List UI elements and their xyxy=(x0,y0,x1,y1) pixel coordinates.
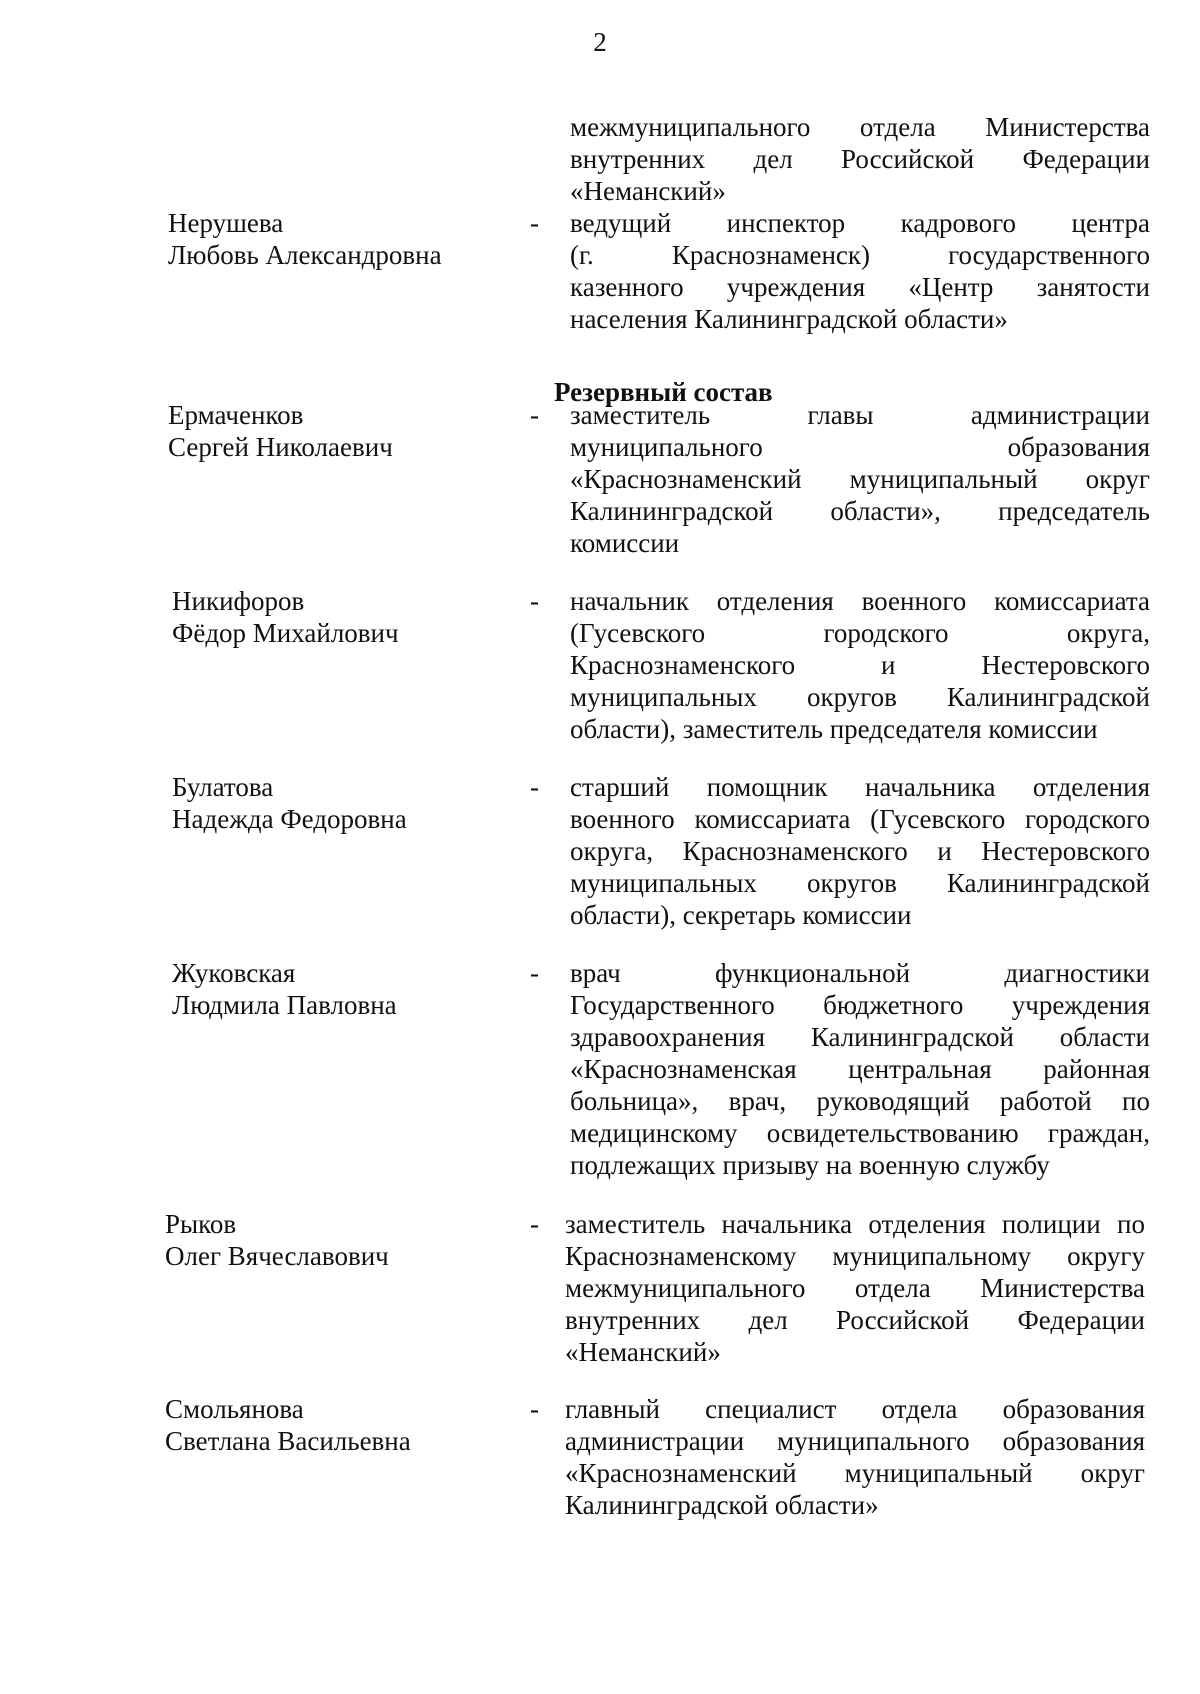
member-name xyxy=(168,399,528,463)
member-surname: Никифоров xyxy=(172,586,305,616)
member-surname: Рыков xyxy=(165,1209,237,1239)
member-position xyxy=(570,771,1150,931)
position-line: Калининградской области» xyxy=(565,1490,879,1520)
position-line: военного комиссариата (Гусевского городского xyxy=(570,804,1150,834)
page-number: 2 xyxy=(593,27,607,57)
section-heading-reserve: Резервный состав xyxy=(554,377,773,407)
continuation-line: «Неманский» xyxy=(570,176,726,206)
position-line: муниципального образования xyxy=(570,432,1150,462)
member-name xyxy=(172,585,532,649)
continuation-line: межмуниципального отдела Министерства xyxy=(570,112,1150,142)
position-line: округа, Краснознаменского и Нестеровского xyxy=(570,836,1150,866)
position-line: Краснознаменскому муниципальному округу xyxy=(565,1241,1145,1271)
position-line: «Краснознаменский муниципальный округ xyxy=(565,1458,1145,1488)
position-line: области), заместитель председателя комиссии xyxy=(570,714,1098,744)
position-line: межмуниципального отдела Министерства xyxy=(565,1273,1145,1303)
dash-separator: - xyxy=(530,400,539,430)
position-line: Калининградской области», председатель xyxy=(570,496,1150,526)
member-position xyxy=(570,957,1150,1181)
position-line: Краснознаменского и Нестеровского xyxy=(570,650,1150,680)
position-line: «Краснознаменская центральная районная xyxy=(570,1054,1150,1084)
member-surname: Булатова xyxy=(172,772,274,802)
position-line: муниципальных округов Калининградской xyxy=(570,868,1150,898)
dash-separator: - xyxy=(530,1209,539,1239)
member-surname: Смольянова xyxy=(165,1394,304,1424)
position-line: медицинскому освидетельствованию граждан, xyxy=(570,1118,1150,1148)
position-line: врач функциональной диагностики xyxy=(570,958,1150,988)
dash-separator: - xyxy=(530,772,539,802)
member-position xyxy=(570,585,1150,745)
position-line: казенного учреждения «Центр занятости xyxy=(570,272,1150,302)
dash-separator: - xyxy=(530,586,539,616)
position-line: администрации муниципального образования xyxy=(565,1426,1145,1456)
position-line: заместитель начальника отделения полиции по xyxy=(565,1209,1145,1239)
position-line: Государственного бюджетного учреждения xyxy=(570,990,1150,1020)
member-name xyxy=(172,771,532,835)
member-name xyxy=(165,1208,525,1272)
member-given-names: Надежда Федоровна xyxy=(172,804,407,834)
continuation-line: внутренних дел Российской Федерации xyxy=(570,144,1150,174)
member-position xyxy=(565,1393,1145,1521)
position-line: здравоохранения Калининградской области xyxy=(570,1022,1150,1052)
dash-separator: - xyxy=(530,958,539,988)
member-given-names: Любовь Александровна xyxy=(168,240,442,270)
member-surname: Ермаченков xyxy=(168,400,304,430)
position-line: (г. Краснознаменск) государственного xyxy=(570,240,1150,270)
position-line: населения Калининградской области» xyxy=(570,304,1008,334)
position-line: заместитель главы администрации xyxy=(570,400,1150,430)
position-line: начальник отделения военного комиссариата xyxy=(570,586,1150,616)
member-name xyxy=(172,957,532,1021)
position-line: «Неманский» xyxy=(565,1337,721,1367)
member-given-names: Олег Вячеславович xyxy=(165,1241,389,1271)
member-given-names: Светлана Васильевна xyxy=(165,1426,411,1456)
position-line: главный специалист отдела образования xyxy=(565,1394,1145,1424)
position-line: области), секретарь комиссии xyxy=(570,900,912,930)
member-given-names: Людмила Павловна xyxy=(172,990,397,1020)
member-position xyxy=(570,207,1150,335)
member-position xyxy=(570,399,1150,559)
member-surname: Нерушева xyxy=(168,208,284,238)
dash-separator: - xyxy=(530,208,539,238)
position-line: внутренних дел Российской Федерации xyxy=(565,1305,1145,1335)
position-line: ведущий инспектор кадрового центра xyxy=(570,208,1150,238)
member-surname: Жуковская xyxy=(172,958,296,988)
position-line: (Гусевского городского округа, xyxy=(570,618,1150,648)
position-line: подлежащих призыву на военную службу xyxy=(570,1150,1050,1180)
position-line: «Краснознаменский муниципальный округ xyxy=(570,464,1150,494)
position-line: муниципальных округов Калининградской xyxy=(570,682,1150,712)
member-name xyxy=(168,207,528,271)
member-name xyxy=(165,1393,525,1457)
dash-separator: - xyxy=(530,1394,539,1424)
member-position xyxy=(565,1208,1145,1368)
position-line: комиссии xyxy=(570,528,680,558)
continuation-text xyxy=(570,111,1150,207)
member-given-names: Фёдор Михайлович xyxy=(172,618,399,648)
position-line: больница», врач, руководящий работой по xyxy=(570,1086,1150,1116)
member-given-names: Сергей Николаевич xyxy=(168,432,393,462)
position-line: старший помощник начальника отделения xyxy=(570,772,1150,802)
